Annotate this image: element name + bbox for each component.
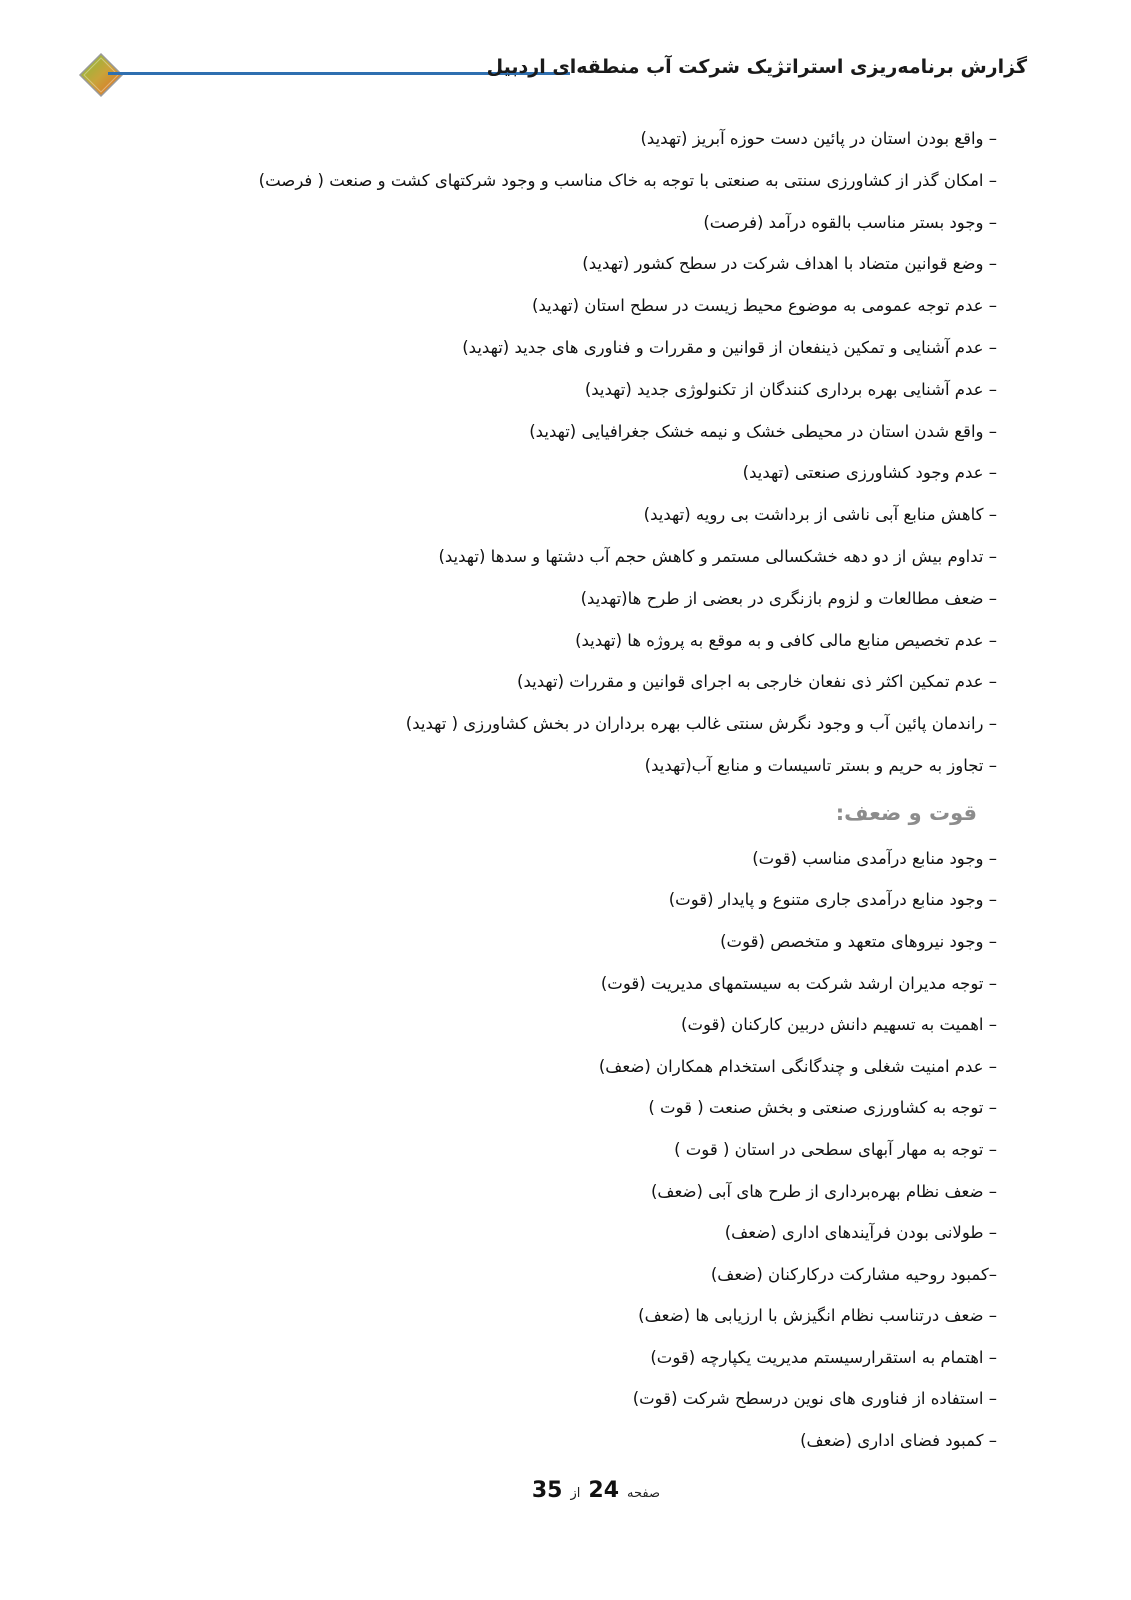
list-item: – عدم آشنایی و تمکین ذینفعان از قوانین و مقررات و فناوری های جدید (تهدید): [462, 337, 997, 357]
of-word: از: [570, 1486, 581, 1501]
section-heading-strengths-weaknesses: قوت و ضعف:: [835, 800, 977, 825]
list-item: – امکان گذر از کشاورزی سنتی به صنعتی با توجه به خاک مناسب و وجود شرکتهای کشت و صنعت ( فرصت): [258, 170, 997, 190]
list-item: – توجه به مهار آبهای سطحی در استان ( قوت ): [674, 1139, 997, 1159]
logo-diamond-icon: [78, 52, 124, 98]
list-item: – عدم امنیت شغلی و چندگانگی استخدام همکاران (ضعف): [598, 1056, 997, 1076]
threats-opportunities-list: [117, 118, 997, 787]
list-item: – تداوم بیش از دو دهه خشکسالی مستمر و کاهش حجم آب دشتها و سدها (تهدید): [438, 546, 997, 566]
list-item: – کاهش منابع آبی ناشی از برداشت بی رویه (تهدید): [643, 505, 997, 525]
list-item: – اهمیت به تسهیم دانش دربین کارکنان (قوت): [681, 1015, 997, 1035]
list-item: – عدم تخصیص منابع مالی کافی و به موقع به پروژه ها (تهدید): [575, 630, 997, 650]
list-item: – کمبود فضای اداری (ضعف): [800, 1431, 997, 1451]
list-item: – طولانی بودن فرآیندهای اداری (ضعف): [724, 1223, 997, 1243]
list-item: – راندمان پائین آب و وجود نگرش سنتی غالب بهره برداران در بخش کشاورزی ( تهدید): [405, 714, 997, 734]
report-header-title: گزارش برنامه‌ریزی استراتژیک شرکت آب منطقه‌ای اردبیل: [486, 56, 1027, 78]
list-item: – توجه مدیران ارشد شرکت به سیستمهای مدیریت (قوت): [600, 973, 997, 993]
list-item: – اهتمام به استقرارسیستم مدیریت یکپارچه (قوت): [650, 1347, 997, 1367]
list-item: – ضعف درتناسب نظام انگیزش با ارزیابی ها (ضعف): [638, 1306, 997, 1326]
list-item: – عدم تمکین اکثر ذی نفعان خارجی به اجرای قوانین و مقررات (تهدید): [517, 672, 997, 692]
page-number-indicator: [470, 1478, 660, 1503]
page-word: صفحه: [627, 1486, 660, 1501]
current-page-number: 24: [588, 1478, 620, 1503]
strengths-weaknesses-list: [117, 838, 997, 1462]
list-item: – عدم آشنایی بهره برداری کنندگان از تکنولوژی جدید (تهدید): [584, 379, 997, 399]
total-pages-number: 35: [531, 1478, 563, 1503]
document-body: [117, 118, 997, 1462]
list-item: – وضع قوانین متضاد با اهداف شرکت در سطح کشور (تهدید): [582, 254, 997, 274]
list-item: – واقع بودن استان در پائین دست حوزه آبریز (تهدید): [640, 129, 997, 148]
list-item: –کمبود روحیه مشارکت درکارکنان (ضعف): [710, 1264, 997, 1284]
list-item: – استفاده از فناوری های نوین درسطح شرکت (قوت): [632, 1389, 997, 1409]
list-item: – وجود منابع درآمدی جاری متنوع و پایدار (قوت): [668, 890, 997, 910]
list-item: – وجود بستر مناسب بالقوه درآمد (فرصت): [703, 212, 997, 232]
list-item: – عدم توجه عمومی به موضوع محیط زیست در سطح استان (تهدید): [532, 296, 997, 316]
list-item: – وجود منابع درآمدی مناسب (قوت): [752, 848, 997, 868]
list-item: – واقع شدن استان در محیطی خشک و نیمه خشک جغرافیایی (تهدید): [529, 421, 997, 441]
list-item: – تجاوز به حریم و بستر تاسیسات و منابع آب(تهدید): [644, 755, 997, 775]
list-item: – ضعف مطالعات و لزوم بازنگری در بعضی از طرح ها(تهدید): [580, 588, 997, 608]
list-item: – توجه به کشاورزی صنعتی و بخش صنعت ( قوت ): [648, 1098, 997, 1118]
list-item: – وجود نیروهای متعهد و متخصص (قوت): [720, 931, 997, 951]
list-item: – عدم وجود کشاورزی صنعتی (تهدید): [742, 463, 997, 483]
list-item: – ضعف نظام بهره‌برداری از طرح های آبی (ضعف): [650, 1181, 997, 1201]
